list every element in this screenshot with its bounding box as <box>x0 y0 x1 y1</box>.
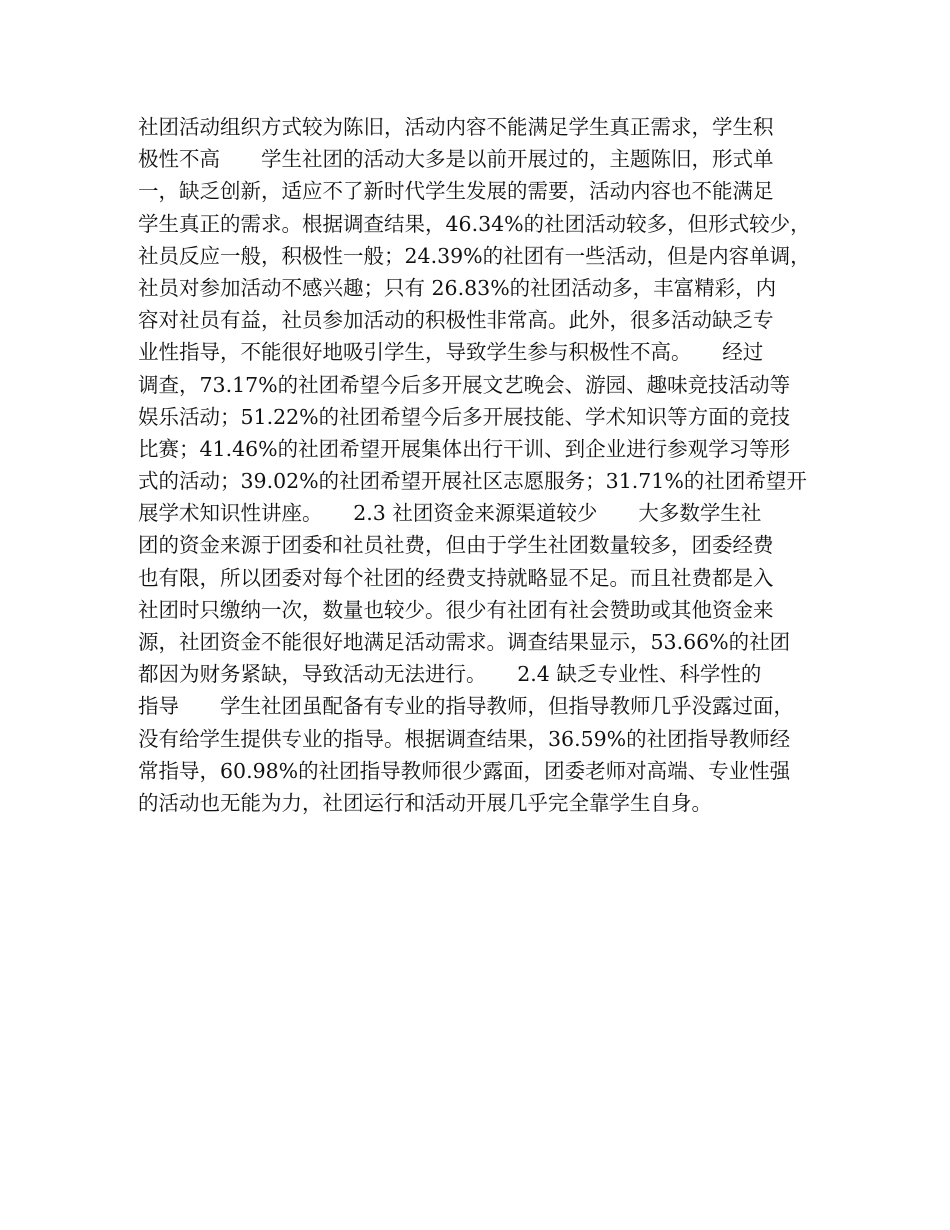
text-line: 极性不高 学生社团的活动大多是以前开展过的，主题陈旧，形式单 <box>138 147 774 172</box>
text-line: 娱乐活动；51.22%的社团希望今后多开展技能、学术知识等方面的竞技 <box>138 404 791 429</box>
text-line: 社员反应一般，积极性一般；24.39%的社团有一些活动，但是内容单调， <box>138 243 811 268</box>
body-text <box>138 111 822 819</box>
text-line: 源，社团资金不能很好地满足活动需求。调查结果显示，53.66%的社团 <box>138 630 791 654</box>
text-line: 的活动也无能为力，社团运行和活动开展几乎完全靠学生自身。 <box>138 790 712 815</box>
text-line: 容对社员有益，社员参加活动的积极性非常高。此外，很多活动缺乏专 <box>138 308 774 333</box>
text-line: 一，缺乏创新，适应不了新时代学生发展的需要，活动内容也不能满足 <box>138 179 774 204</box>
text-line: 式的活动；39.02%的社团希望开展社区志愿服务；31.71%的社团希望开 <box>138 469 807 494</box>
text-line: 比赛；41.46%的社团希望开展集体出行干训、到企业进行参观学习等形 <box>138 436 791 461</box>
text-line: 社团时只缴纳一次，数量也较少。很少有社团有社会赞助或其他资金来 <box>138 597 774 622</box>
text-line: 指导 学生社团虽配备有专业的指导教师，但指导教师几乎没露过面， <box>138 694 794 719</box>
text-line: 也有限，所以团委对每个社团的经费支持就略显不足。而且社费都是入 <box>138 565 774 590</box>
text-line: 社员对参加活动不感兴趣；只有 26.83%的社团活动多，丰富精彩，内 <box>138 275 777 300</box>
text-line: 展学术知识性讲座。 2.3 社团资金来源渠道较少 大多数学生社 <box>138 501 762 526</box>
text-line: 学生真正的需求。根据调查结果，46.34%的社团活动较多，但形式较少， <box>138 211 811 236</box>
text-line: 常指导，60.98%的社团指导教师很少露面，团委老师对高端、专业性强 <box>138 758 791 783</box>
text-line: 调查，73.17%的社团希望今后多开展文艺晚会、游园、趣味竞技活动等 <box>138 372 791 397</box>
text-line: 团的资金来源于团委和社员社费，但由于学生社团数量较多，团委经费 <box>138 533 774 558</box>
text-line: 没有给学生提供专业的指导。根据调查结果，36.59%的社团指导教师经 <box>138 726 791 751</box>
text-line: 业性指导，不能很好地吸引学生，导致学生参与积极性不高。 经过 <box>138 340 764 365</box>
text-line: 都因为财务紧缺，导致活动无法进行。 2.4 缺乏专业性、科学性的 <box>138 662 762 687</box>
text-line: 社团活动组织方式较为陈旧，活动内容不能满足学生真正需求，学生积 <box>138 115 774 139</box>
